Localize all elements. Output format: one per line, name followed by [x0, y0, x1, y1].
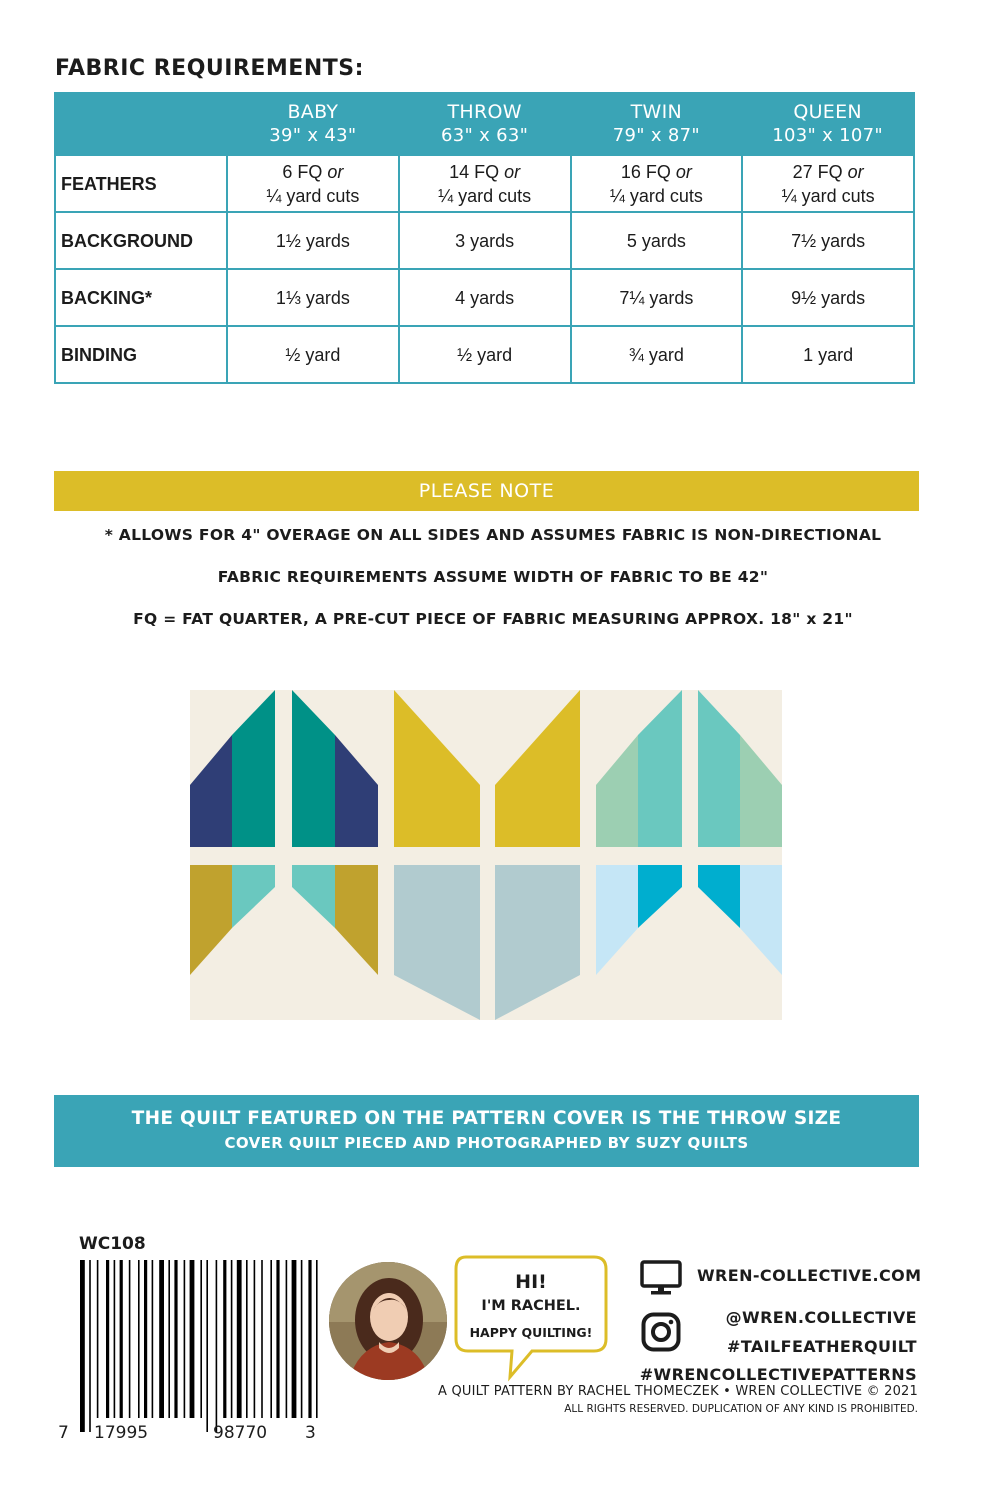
barcode-bar — [231, 1260, 233, 1418]
barcode-bar — [159, 1260, 164, 1418]
barcode-bar — [120, 1260, 123, 1418]
barcode-digits-left: 17995 — [94, 1423, 149, 1443]
table-cell: 4 yards — [399, 269, 571, 326]
quilt-illustration — [190, 690, 782, 1020]
table-cell: ½ yard — [399, 326, 571, 383]
cover-line-credit: COVER QUILT PIECED AND PHOTOGRAPHED BY SUZY QUILTS — [224, 1134, 749, 1152]
size-throw-header: THROW 63" x 63" — [399, 93, 571, 155]
row-label: FEATHERS — [55, 155, 227, 212]
barcode-bar — [286, 1260, 288, 1418]
barcode-bar — [174, 1260, 177, 1418]
row-label: BACKING* — [55, 269, 227, 326]
barcode-bar — [276, 1260, 279, 1418]
monitor-icon — [640, 1260, 682, 1296]
sku-code: WC108 — [79, 1234, 146, 1254]
barcode-bar — [316, 1260, 318, 1418]
table-cell: ½ yard — [227, 326, 399, 383]
barcode-bar — [270, 1260, 272, 1418]
note-line-width: FABRIC REQUIREMENTS ASSUME WIDTH OF FABRIC TO BE 42" — [217, 568, 769, 586]
barcode-bar — [152, 1260, 154, 1418]
barcode-bar — [89, 1260, 91, 1432]
barcode-bar — [206, 1260, 208, 1432]
barcode-bar — [80, 1260, 85, 1432]
barcode-bar — [184, 1260, 186, 1418]
barcode-bar — [129, 1260, 131, 1418]
instagram-handle[interactable]: @WREN.COLLECTIVE — [725, 1308, 917, 1327]
bubble-name: I'M RACHEL. — [481, 1298, 581, 1314]
hashtag-tailfeather[interactable]: #TAILFEATHERQUILT — [727, 1337, 917, 1356]
website-link[interactable]: WREN-COLLECTIVE.COM — [697, 1266, 922, 1285]
barcode-bar — [144, 1260, 147, 1418]
note-line-overage: * ALLOWS FOR 4" OVERAGE ON ALL SIDES AND ASSUMES FABRIC IS NON-DIRECTIONAL — [104, 526, 882, 544]
barcode-digits-right: 98770 — [213, 1423, 268, 1443]
table-cell: 3 yards — [399, 212, 571, 269]
bubble-greeting: HI! — [515, 1271, 547, 1293]
rights-notice: ALL RIGHTS RESERVED. DUPLICATION OF ANY KIND IS PROHIBITED. — [564, 1403, 918, 1415]
table-cell: 7¼ yards — [571, 269, 743, 326]
barcode-bar — [223, 1260, 226, 1418]
size-queen-header: QUEEN 103" x 107" — [742, 93, 914, 155]
table-cell: 1⅓ yards — [227, 269, 399, 326]
table-cell: 7½ yards — [742, 212, 914, 269]
table-cell: 5 yards — [571, 212, 743, 269]
hashtag-wren[interactable]: #WRENCOLLECTIVEPATTERNS — [639, 1365, 917, 1384]
barcode-bar — [261, 1260, 263, 1418]
quilt-background — [190, 690, 782, 1020]
row-label: BACKGROUND — [55, 212, 227, 269]
barcode-bar — [216, 1260, 218, 1432]
barcode-bar — [308, 1260, 311, 1418]
barcode-bar — [254, 1260, 256, 1418]
table-row-feathers — [55, 155, 914, 212]
table-cell: ¾ yard — [571, 326, 743, 383]
barcode-bar — [246, 1260, 248, 1418]
table-cell: 9½ yards — [742, 269, 914, 326]
table-row-backing — [55, 269, 914, 326]
table-cell: 1 yard — [742, 326, 914, 383]
table-cell: 16 FQ or ¼ yard cuts — [571, 155, 743, 212]
barcode-bar — [114, 1260, 116, 1418]
barcode — [70, 1260, 332, 1445]
size-baby-header: BABY 39" x 43" — [227, 93, 399, 155]
table-cell: 27 FQ or ¼ yard cuts — [742, 155, 914, 212]
header-empty — [55, 93, 227, 155]
please-note-banner: PLEASE NOTE — [54, 471, 919, 511]
table-cell: 1½ yards — [227, 212, 399, 269]
pattern-credit: A QUILT PATTERN BY RACHEL THOMECZEK • WREN COLLECTIVE © 2021 — [438, 1384, 918, 1399]
barcode-bar — [301, 1260, 303, 1418]
cover-info-banner — [54, 1095, 919, 1167]
cover-line-throw: THE QUILT FEATURED ON THE PATTERN COVER IS THE THROW SIZE — [131, 1108, 842, 1129]
note-line-fq: FQ = FAT QUARTER, A PRE-CUT PIECE OF FABRIC MEASURING APPROX. 18" x 21" — [133, 610, 853, 628]
barcode-bar — [237, 1260, 242, 1418]
table-row-binding — [55, 326, 914, 383]
barcode-bar — [190, 1260, 195, 1418]
barcode-bar — [106, 1260, 109, 1418]
table-cell: 6 FQ or ¼ yard cuts — [227, 155, 399, 212]
barcode-bar — [168, 1260, 170, 1418]
barcode-bar — [292, 1260, 297, 1418]
table-header-row — [55, 93, 914, 155]
barcode-bar — [97, 1260, 99, 1418]
size-twin-header: TWIN 79" x 87" — [571, 93, 743, 155]
fabric-requirements-table — [54, 92, 915, 384]
table-cell: 14 FQ or ¼ yard cuts — [399, 155, 571, 212]
barcode-bar — [138, 1260, 140, 1418]
bubble-sign-off: HAPPY QUILTING! — [469, 1325, 593, 1340]
barcode-digit-first: 7 — [58, 1423, 69, 1443]
fabric-requirements-title: FABRIC REQUIREMENTS: — [55, 56, 364, 81]
row-label: BINDING — [55, 326, 227, 383]
barcode-bar — [200, 1260, 202, 1418]
barcode-digit-last: 3 — [305, 1423, 316, 1443]
designer-avatar — [329, 1262, 447, 1380]
table-row-background — [55, 212, 914, 269]
